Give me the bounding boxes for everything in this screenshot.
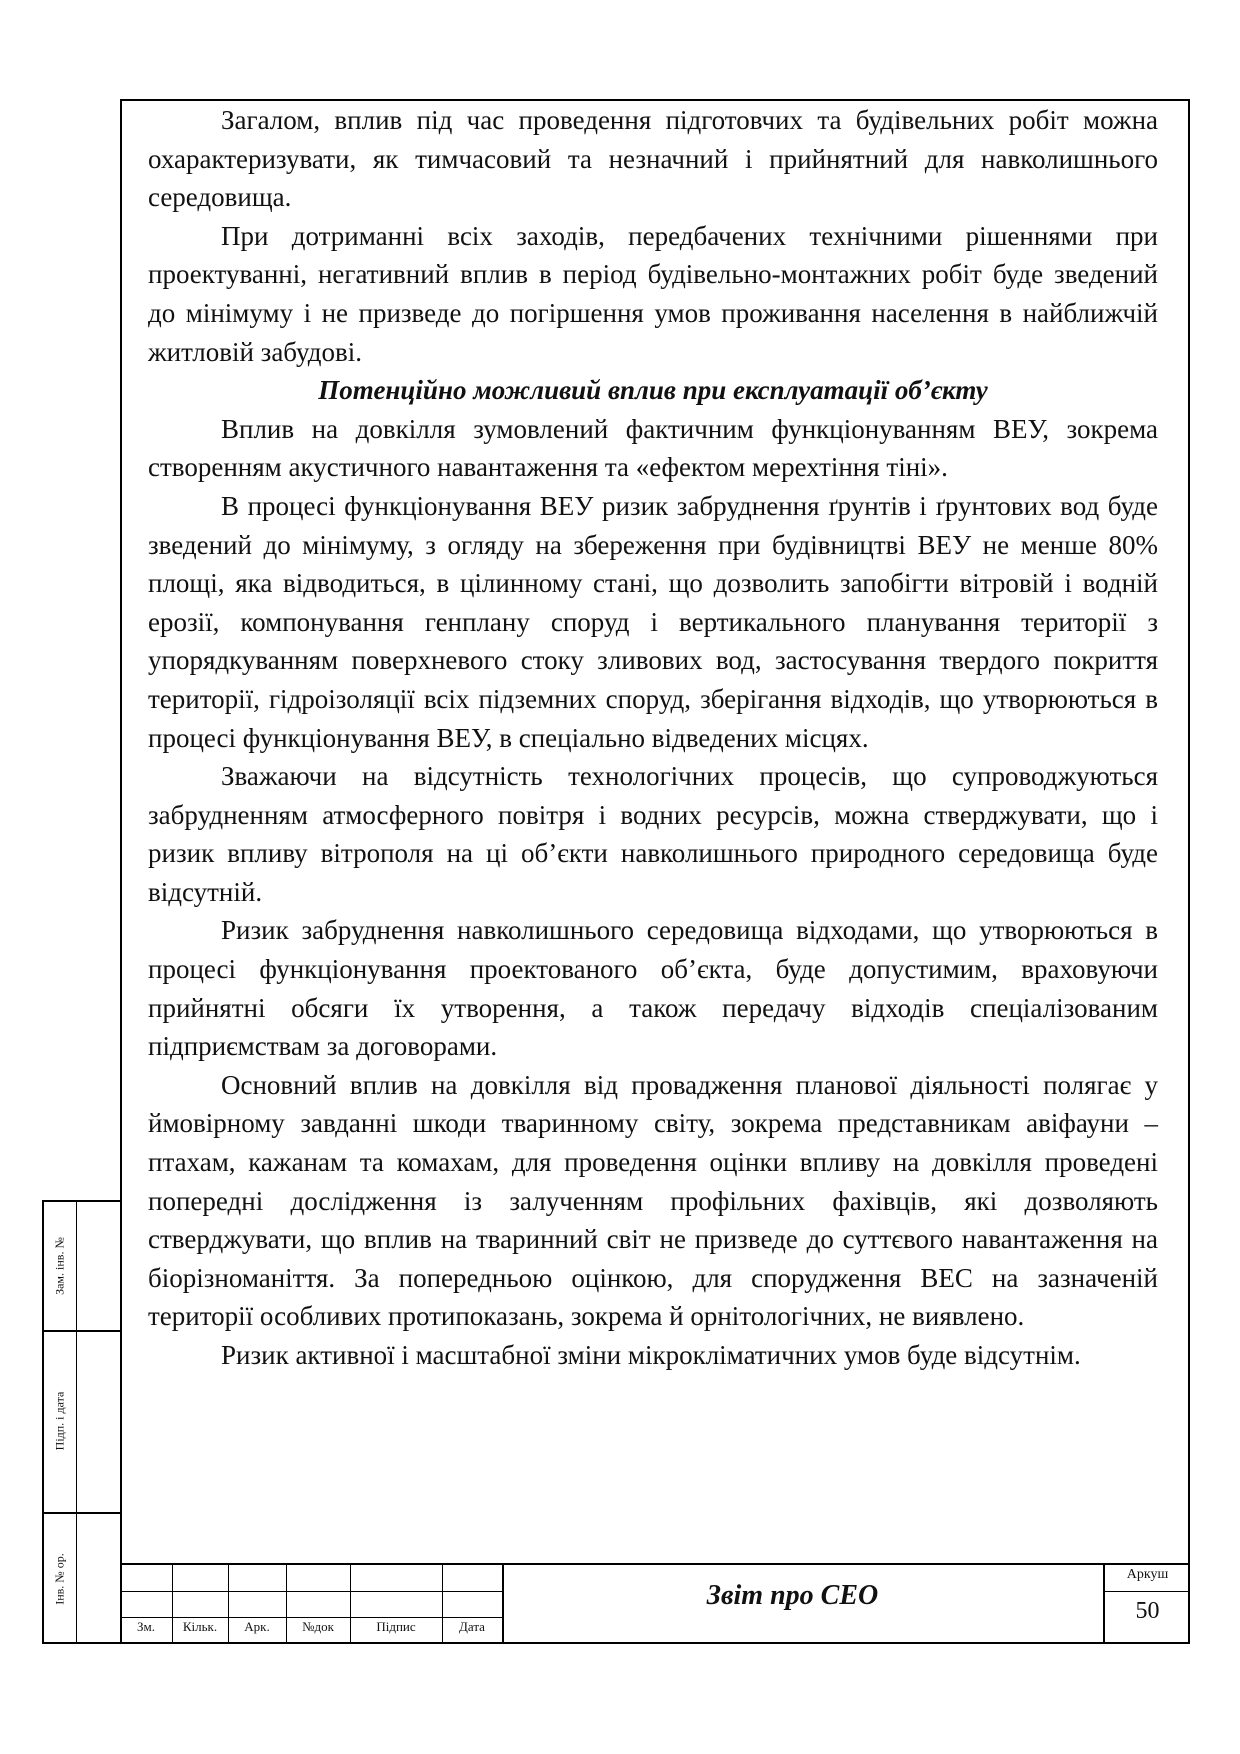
paragraph: Зважаючи на відсутність технологічних процесів, що супроводжуються забрудненням атмосферного повітря і водних ресурсів, можна стверджувати, що і ризик впливу вітрополя на ці об’єкти навколишнього природного середовища буде відсутній. xyxy=(148,761,1158,907)
paragraph: Ризик забруднення навколишнього середовища відходами, що утворюються в процесі функціонування проектованого об’єкта, буде допустимим, враховуючи прийнятні обсяги їх утворення, а також передачу відходів спеціалізованим підприємствам за договорами. xyxy=(148,915,1158,1062)
section-heading: Потенційно можливий вплив при експлуатації об’єкту xyxy=(318,375,988,406)
paragraph: В процесі функціонування ВЕУ ризик забруднення ґрунтів і ґрунтових вод буде зведений до мінімуму, з огляду на збереження при будівництві ВЕУ не менше 80% площі, яка відводиться, в цілинному стані, що дозволить запобігти вітровій і водній ерозії, компонування генплану споруд і вертикального планування території з упорядкуванням поверхневого стоку зливових вод, застосування твердого покриття території, гідроізоляції всіх підземних споруд, зберігання відходів, що утворюються в процесі функціонування ВЕУ, в спеціально відведених місцях. xyxy=(148,490,1158,753)
sheet-caption: Аркуш xyxy=(1126,1567,1169,1582)
side-strip-divider xyxy=(76,1202,77,1642)
side-strip xyxy=(42,1200,120,1644)
side-label-sign-date: Підп. і дата xyxy=(52,1391,67,1451)
paragraph: Загалом, вплив під час проведення підготовчих та будівельних робіт можна охарактеризувати, як тимчасовий та незначний і прийнятний для навколишнього середовища. xyxy=(148,105,1158,213)
document-title: Звіт про СЕО xyxy=(706,1580,879,1611)
side-strip-rule xyxy=(44,1330,120,1332)
paragraph: Основний вплив на довкілля від провадження планової діяльності полягає у ймовірному завданні шкоди тваринному світу, зокрема представникам авіфауни – птахам, кажанам та комахам, для проведення оцінки впливу на довкілля проведені попередні дослідження із залученням профільних фахівців, які дозволяють стверджувати, що вплив на тваринний світ не призведе до суттєвого навантаження на біорізноманіття. За попередньою оцінкою, для спорудження ВЕС на зазначеній території особливих протипоказань, зокрема й орнітологічних, не виявлено. xyxy=(148,1069,1158,1332)
paragraph: Вплив на довкілля зумовлений фактичним функціонуванням ВЕУ, зокрема створенням акустичного навантаження та «ефектом мерехтіння тіні». xyxy=(148,413,1158,483)
paragraph: При дотриманні всіх заходів, передбачених технічними рішеннями при проектуванні, негативний вплив в період будівельно-монтажних робіт буде зведений до мінімуму і не призведе до погіршення умов проживання населення в найближчій житловій забудові. xyxy=(148,220,1158,367)
title-block xyxy=(120,1563,1190,1644)
caption-ark: Арк. xyxy=(244,1619,270,1634)
sheet-number: 50 xyxy=(1135,1598,1160,1624)
document-body xyxy=(148,101,1158,1375)
paragraph: Ризик активної і масштабної зміни мікрокліматичних умов буде відсутнім. xyxy=(221,1340,1081,1370)
caption-kilk: Кільк. xyxy=(182,1619,218,1634)
caption-pidpys: Підпис xyxy=(376,1619,416,1634)
caption-data: Дата xyxy=(459,1619,485,1634)
side-label-inv-replace: Зам. інв. № xyxy=(52,1237,67,1295)
side-label-inv-orig: Інв. № ор. xyxy=(52,1553,67,1605)
caption-zm: Зм. xyxy=(137,1619,155,1634)
caption-ndok: №док xyxy=(302,1619,334,1634)
side-strip-rule xyxy=(44,1512,120,1514)
